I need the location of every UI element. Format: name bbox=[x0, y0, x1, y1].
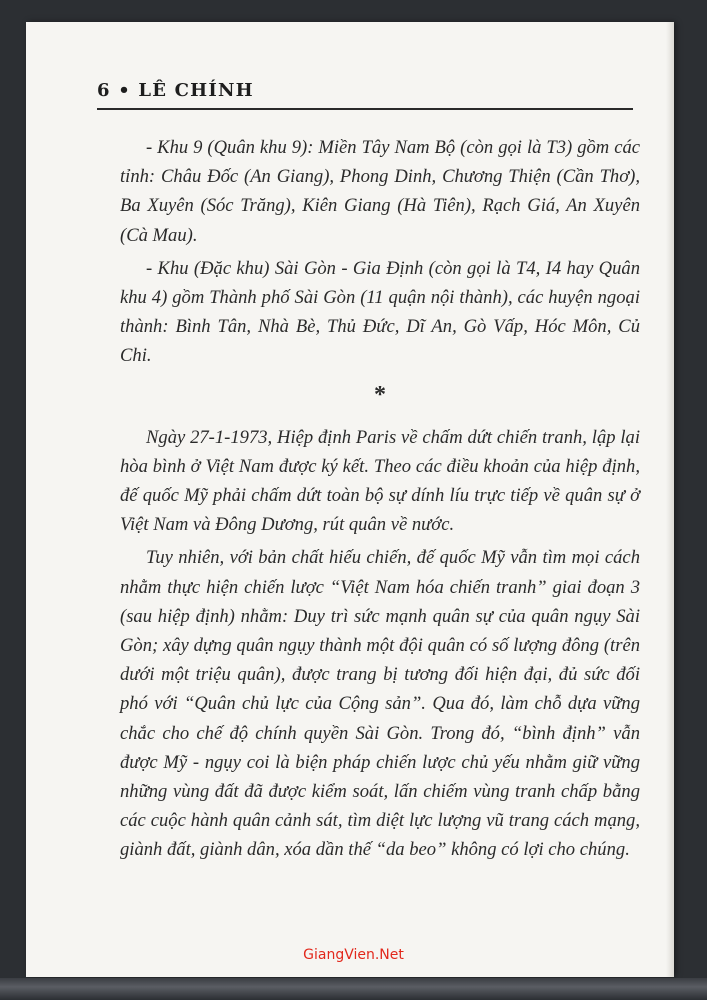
paragraph-khu-9: - Khu 9 (Quân khu 9): Miền Tây Nam Bộ (còn gọi là T3) gồm các tỉnh: Châu Đốc (An Giang), Phong Dinh, Chương Thiện (Cần Thơ), Ba Xuyên (Sóc Trăng), Kiên Giang (Hà Tiên), Rạch Giá, An Xuyên (Cà Mau). bbox=[120, 137, 640, 246]
page-body bbox=[120, 133, 640, 865]
section-separator: * bbox=[374, 381, 386, 408]
paragraph-vietnamization: Tuy nhiên, với bản chất hiếu chiến, đế quốc Mỹ vẫn tìm mọi cách nhằm thực hiện chiến lược “Việt Nam hóa chiến tranh” giai đoạn 3 (sau hiệp định) nhằm: Duy trì sức mạnh quân sự của quân ngụy Sài Gòn; xây dựng quân ngụy thành một đội quân có số lượng đông (trên dưới một triệu quân), được trang bị tương đối hiện đại, đủ sức đối phó với “Quân chủ lực của Cộng sản”. Qua đó, làm chỗ dựa vững chắc cho chế độ chính quyền Sài Gòn. Trong đó, “bình định” vẫn được Mỹ - ngụy coi là biện pháp chiến lược chủ yếu nhằm giữ vững những vùng đất đã được kiểm soát, lấn chiếm vùng tranh chấp bằng các cuộc hành quân cảnh sát, tìm diệt lực lượng vũ trang cách mạng, giành đất, giành dân, xóa dần thế “da beo” không có lợi cho chúng. bbox=[120, 547, 640, 861]
paragraph-khu-saigon: - Khu (Đặc khu) Sài Gòn - Gia Định (còn gọi là T4, I4 hay Quân khu 4) gồm Thành phố Sài Gòn (11 quận nội thành), các huyện ngoại thành: Bình Tân, Nhà Bè, Thủ Đức, Dĩ An, Gò Vấp, Hóc Môn, Củ Chi. bbox=[120, 257, 640, 367]
scan-bottom-edge bbox=[0, 978, 707, 1000]
watermark-text: GiangVien.Net bbox=[303, 947, 404, 963]
running-header bbox=[97, 78, 633, 110]
paragraph-paris-agreement: Ngày 27-1-1973, Hiệp định Paris về chấm dứt chiến tranh, lập lại hòa bình ở Việt Nam được ký kết. Theo các điều khoản của hiệp định, đế quốc Mỹ phải chấm dứt toàn bộ sự dính líu trực tiếp về quân sự ở Việt Nam và Đông Dương, rút quân về nước. bbox=[120, 426, 640, 536]
page-edge-shadow bbox=[666, 22, 674, 977]
page-number-and-author: 6 • LÊ CHÍNH bbox=[97, 80, 254, 101]
